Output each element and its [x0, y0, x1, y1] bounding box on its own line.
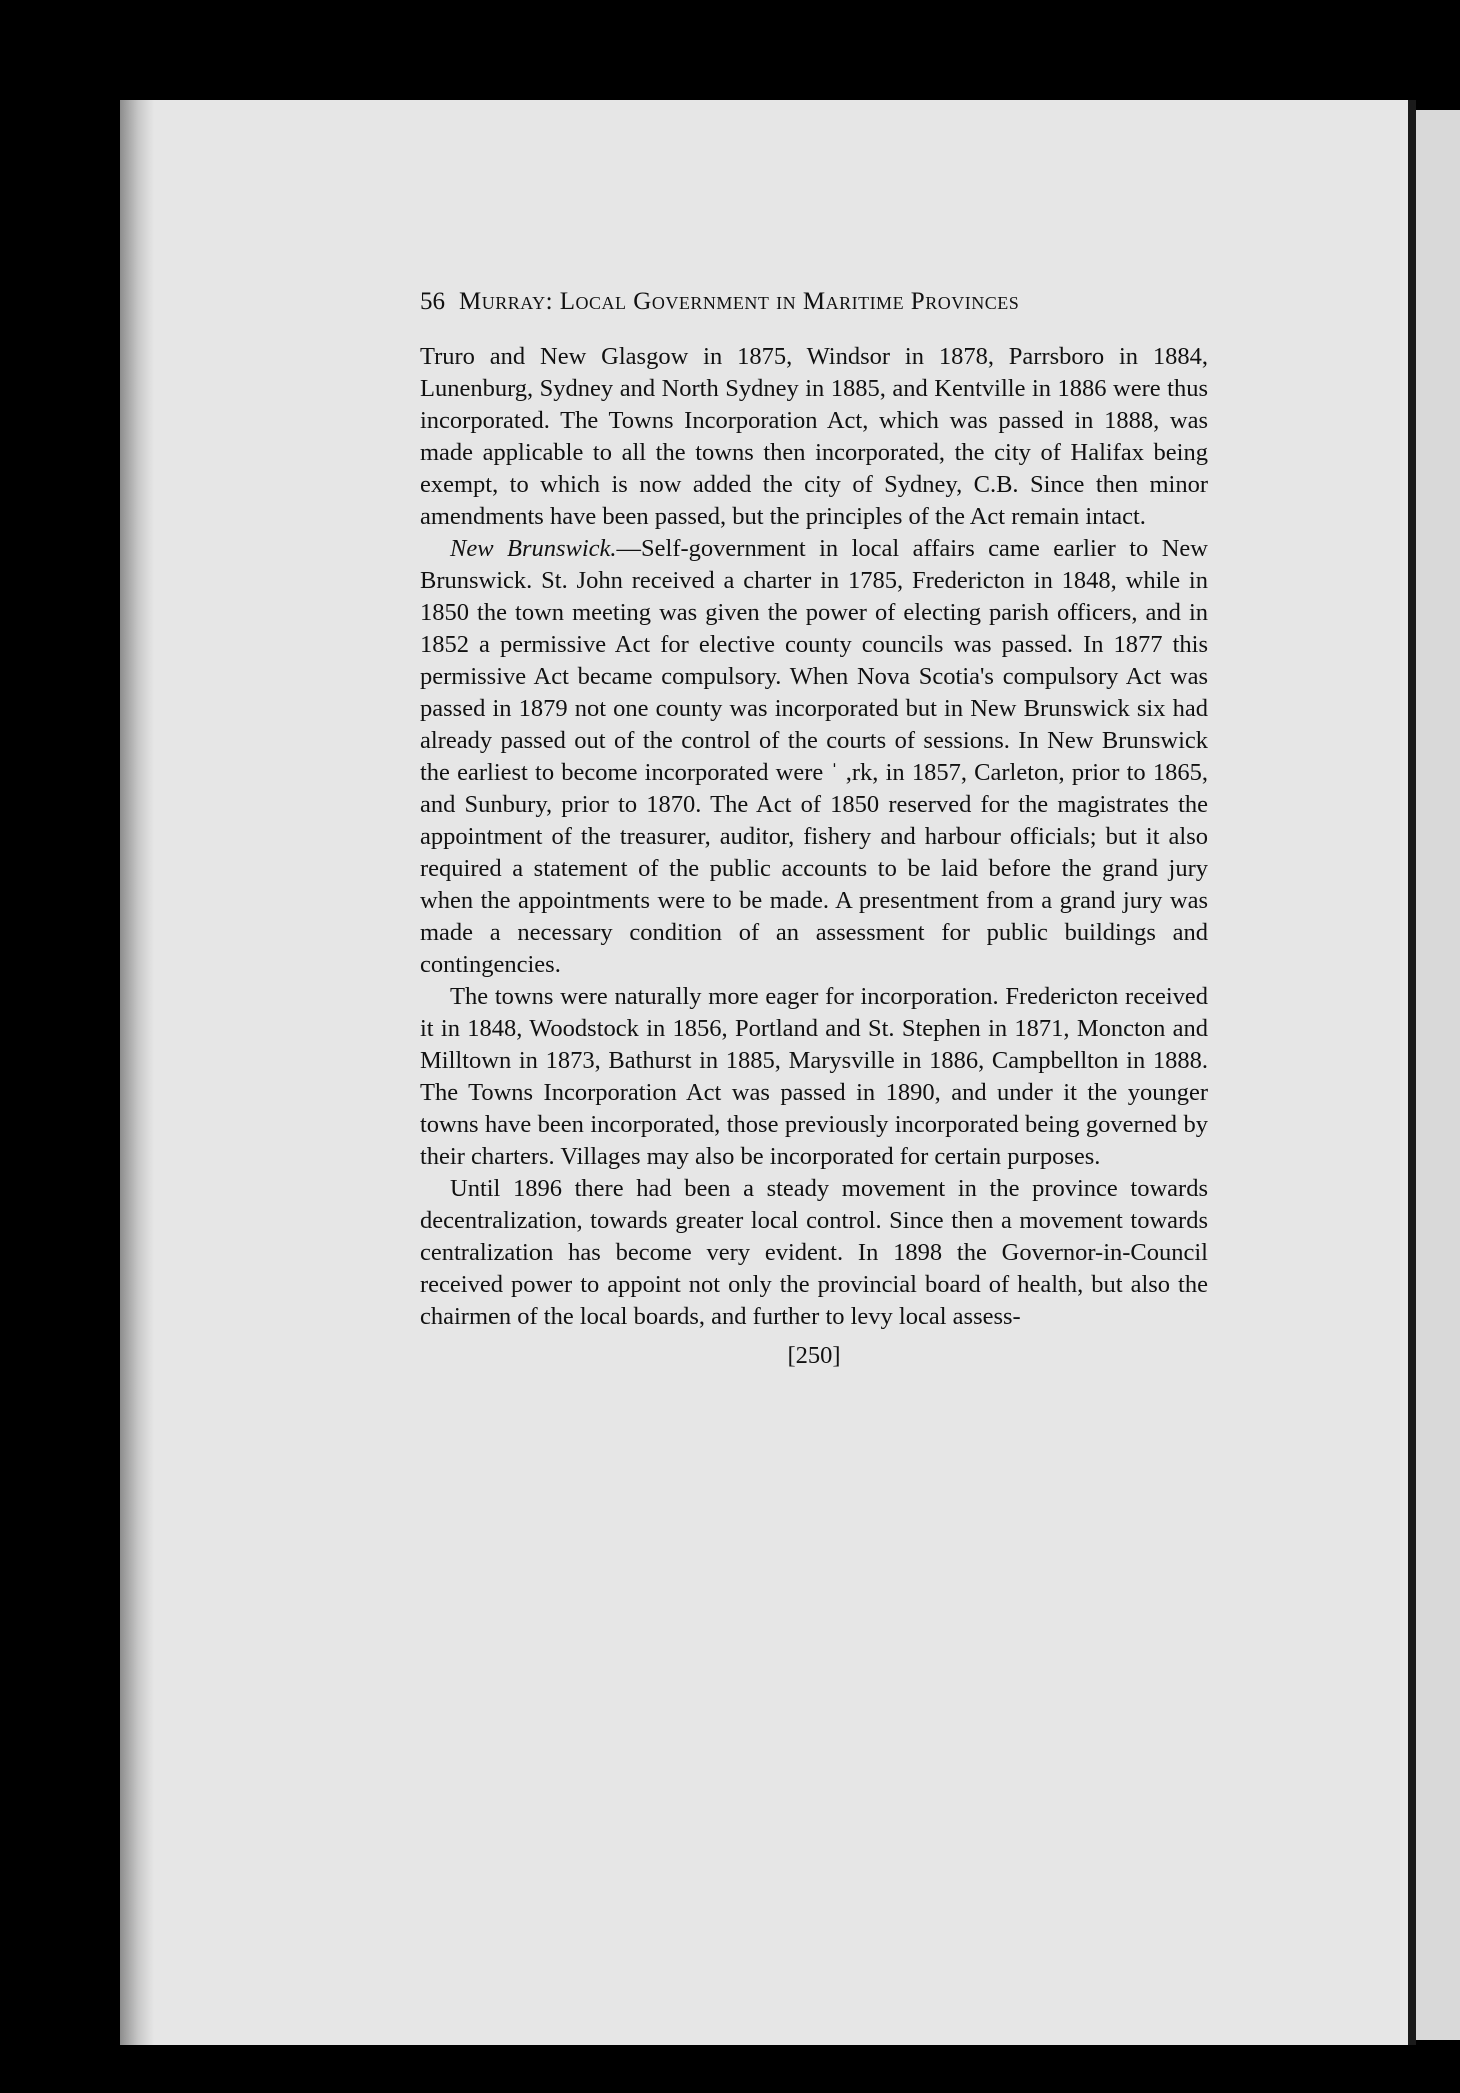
- page-edge: [1408, 100, 1416, 2045]
- page-number: 56: [420, 288, 445, 315]
- folio: [250]: [787, 1342, 841, 1369]
- paragraph: Truro and New Glasgow in 1875, Windsor in 1878, Parrsboro in 1884, Lunenburg, Sydney and North Sydney in 1885, and Kentville in 1886 were thus incorporated. The Towns Incorporation Act, which was passed in 1888, was made applicable to all the towns then incorporated, the city of Halifax being exempt, to which is now added the city of Sydney, C.B. Since then minor amendments have been passed, but the principles of the Act remain intact.: [420, 343, 1208, 530]
- paragraph-body: —Self-government in local affairs came earlier to New Brunswick. St. John received a charter in 1785, Fredericton in 1848, while in 1850 the town meeting was given the power of electing parish officers, and in 1852 a permissive Act for elective county councils was passed. In 1877 this permissive Act became compulsory. When Nova Scotia's compulsory Act was passed in 1879 not one county was incorporated but in New Brunswick six had already passed out of the control of the courts of sessions. In New Brunswick the earliest to become incorporated were ˈ ,rk, in 1857, Carleton, prior to 1865, and Sunbury, prior to 1870. The Act of 1850 reserved for the magistrates the appointment of the treasurer, auditor, fishery and harbour officials; but it also required a statement of the public accounts to be laid before the grand jury when the appointments were to be made. A presentment from a grand jury was made a necessary condition of an assessment for public buildings and contingencies.: [420, 535, 1208, 978]
- paragraph: The towns were naturally more eager for incorporation. Fredericton received it in 1848, Woodstock in 1856, Portland and St. Stephen in 1871, Moncton and Milltown in 1873, Bathurst in 1885, Marysville in 1886, Campbellton in 1888. The Towns Incorporation Act was passed in 1890, and under it the younger towns have been incorporated, those previously incorporated being governed by their charters. Villages may also be incorporated for certain purposes.: [420, 983, 1208, 1170]
- paragraph: Until 1896 there had been a steady movement in the province towards decentralization, towards greater local control. Since then a movement towards centralization has become very evident. In 1898 the Governor-in-Council received power to appoint not only the provincial board of health, but also the chairmen of the local boards, and further to levy local assess-: [420, 1175, 1208, 1330]
- section-heading-inline: New Brunswick.: [450, 535, 617, 562]
- paragraph: [420, 533, 1208, 981]
- running-head-title: Murray: Local Government in Maritime Provinces: [459, 288, 1020, 315]
- text-block: [420, 287, 1208, 1371]
- page-gutter-shadow: [120, 100, 154, 2045]
- running-head: [420, 287, 1208, 317]
- facing-page: [1416, 110, 1460, 2040]
